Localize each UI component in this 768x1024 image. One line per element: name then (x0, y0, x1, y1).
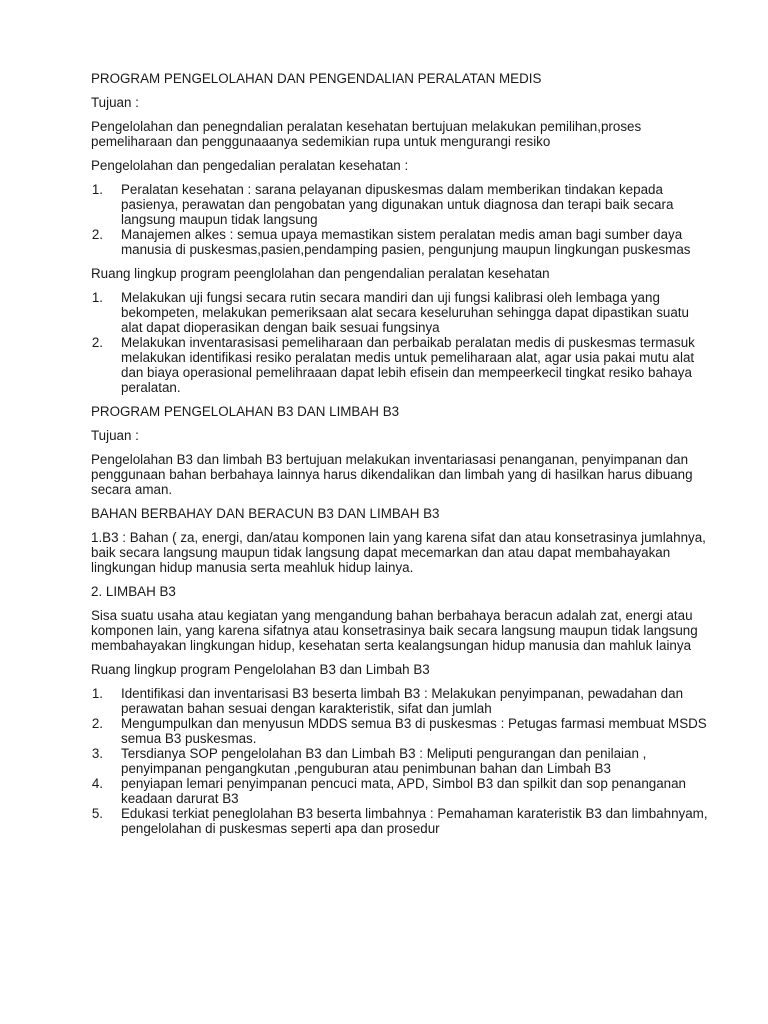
section1-tujuan-label: Tujuan : (91, 95, 139, 110)
section2-list3 (91, 686, 708, 836)
list-item-text: Melakukan uji fungsi secara rutin secara mandiri dan uji fungsi kalibrasi oleh lembaga yang bekompeten, melakukan pemeriksaan alat secara keseluruhan sehingga dapat dipastikan suatu alat dapat dioperasikan dengan baik sesuai fungsinya (121, 290, 689, 335)
section1-list1 (91, 182, 708, 257)
limbah-definition: Sisa suatu usaha atau kegiatan yang mengandung bahan berbahaya beracun adalah zat, energi atau komponen lain, yang karena sifatnya atau konsetrasinya baik secara langsung maupun tidak langsung membahayakan lingkungan hidup, kesehatan serta kealangsungan hidup manusia dan mahluk lainya (91, 608, 698, 653)
list-item-number: 4. (91, 776, 103, 791)
section2-subtitle: BAHAN BERBAHAY DAN BERACUN B3 DAN LIMBAH B3 (91, 506, 440, 521)
list-item-number: 1. (91, 182, 103, 197)
list-item-text: penyiapan lemari penyimpanan pencuci mata, APD, Simbol B3 dan spilkit dan sop penanganan keadaan darurat B3 (121, 776, 687, 806)
list-item-text: Manajemen alkes : semua upaya memastikan sistem peralatan medis aman bagi sumber daya manusia di puskesmas,pasien,pendamping pasien, pengunjung maupun lingkungan puskesmas (121, 227, 691, 257)
list-item-number: 3. (91, 746, 103, 761)
list-item (91, 686, 708, 716)
b3-definition: 1.B3 : Bahan ( za, energi, dan/atau komponen lain yang karena sifat dan atau konsetrasinya jumlahnya, baik secara langsung maupun tidak langsung dapat mecemarkan dan atau dapat membahayakan lingkungan hidup manusia serta meahluk hidup lainya. (91, 530, 706, 575)
list-item-text: Mengumpulkan dan menyusun MDDS semua B3 di puskesmas : Petugas farmasi membuat MSDS semua B3 puskesmas. (121, 716, 707, 746)
list-item (91, 716, 708, 746)
list-item (91, 746, 708, 776)
list-item-number: 2. (91, 227, 103, 242)
list-item (91, 182, 708, 227)
list-item-number: 5. (91, 806, 103, 821)
list-item-text: Edukasi terkiat peneglolahan B3 beserta limbahnya : Pemahaman karateristik B3 dan limbahnyam, pengelolahan di puskesmas seperti apa dan prosedur (121, 806, 708, 836)
limbah-label: 2. LIMBAH B3 (91, 584, 176, 599)
section1-title: PROGRAM PENGELOLAHAN DAN PENGENDALIAN PERALATAN MEDIS (91, 71, 542, 86)
section2-list3-intro: Ruang lingkup program Pengelolahan B3 dan Limbah B3 (91, 662, 430, 677)
list-item (91, 806, 708, 836)
list-item-number: 2. (91, 335, 103, 350)
section1-list2-intro: Ruang lingkup program peenglolahan dan pengendalian peralatan kesehatan (91, 266, 550, 281)
list-item-text: Peralatan kesehatan : sarana pelayanan dipuskesmas dalam memberikan tindakan kepada pasienya, perawatan dan pengobatan yang digunakan untuk diagnosa dan terapi baik secara langsung maupun tidak langsung (121, 182, 674, 227)
section1-tujuan-text: Pengelolahan dan penegndalian peralatan kesehatan bertujuan melakukan pemilihan,proses pemeliharaan dan penggunaaanya sedemikian rupa untuk mengurangi resiko (91, 119, 642, 149)
list-item (91, 290, 708, 335)
section1-list2 (91, 290, 708, 395)
list-item-number: 2. (91, 716, 103, 731)
list-item-number: 1. (91, 290, 103, 305)
section2-tujuan-text: Pengelolahan B3 dan limbah B3 bertujuan melakukan inventariasasi penanganan, penyimpanan dan penggunaan bahan berbahaya lainnya harus dikendalikan dan limbah yang di hasilkan harus dibuang secara aman. (91, 452, 693, 497)
section2-title: PROGRAM PENGELOLAHAN B3 DAN LIMBAH B3 (91, 404, 400, 419)
list-item (91, 335, 708, 395)
list-item-text: Identifikasi dan inventarisasi B3 beserta limbah B3 : Melakukan penyimpanan, pewadahan dan perawatan bahan sesuai dengan karakteristik, sifat dan jumlah (121, 686, 684, 716)
list-item (91, 776, 708, 806)
section2-tujuan-label: Tujuan : (91, 428, 139, 443)
list-item-text: Tersdianya SOP pengelolahan B3 dan Limbah B3 : Meliputi pengurangan dan penilaian , penyimpanan pengangkutan ,penguburan atau penimbunan bahan dan Limbah B3 (121, 746, 647, 776)
list-item-text: Melakukan inventarasisasi pemeliharaan dan perbaikab peralatan medis di puskesmas termasuk melakukan identifikasi resiko peralatan medis untuk pemeliharaan alat, agar usia pakai mutu alat dan biaya operasional pemelihraaan dapat lebih efisein dan mempeerkecil tingkat resiko bahaya peralatan. (121, 335, 695, 395)
list-item (91, 227, 708, 257)
list-item-number: 1. (91, 686, 103, 701)
section1-list1-intro: Pengelolahan dan pengedalian peralatan kesehatan : (91, 158, 409, 173)
